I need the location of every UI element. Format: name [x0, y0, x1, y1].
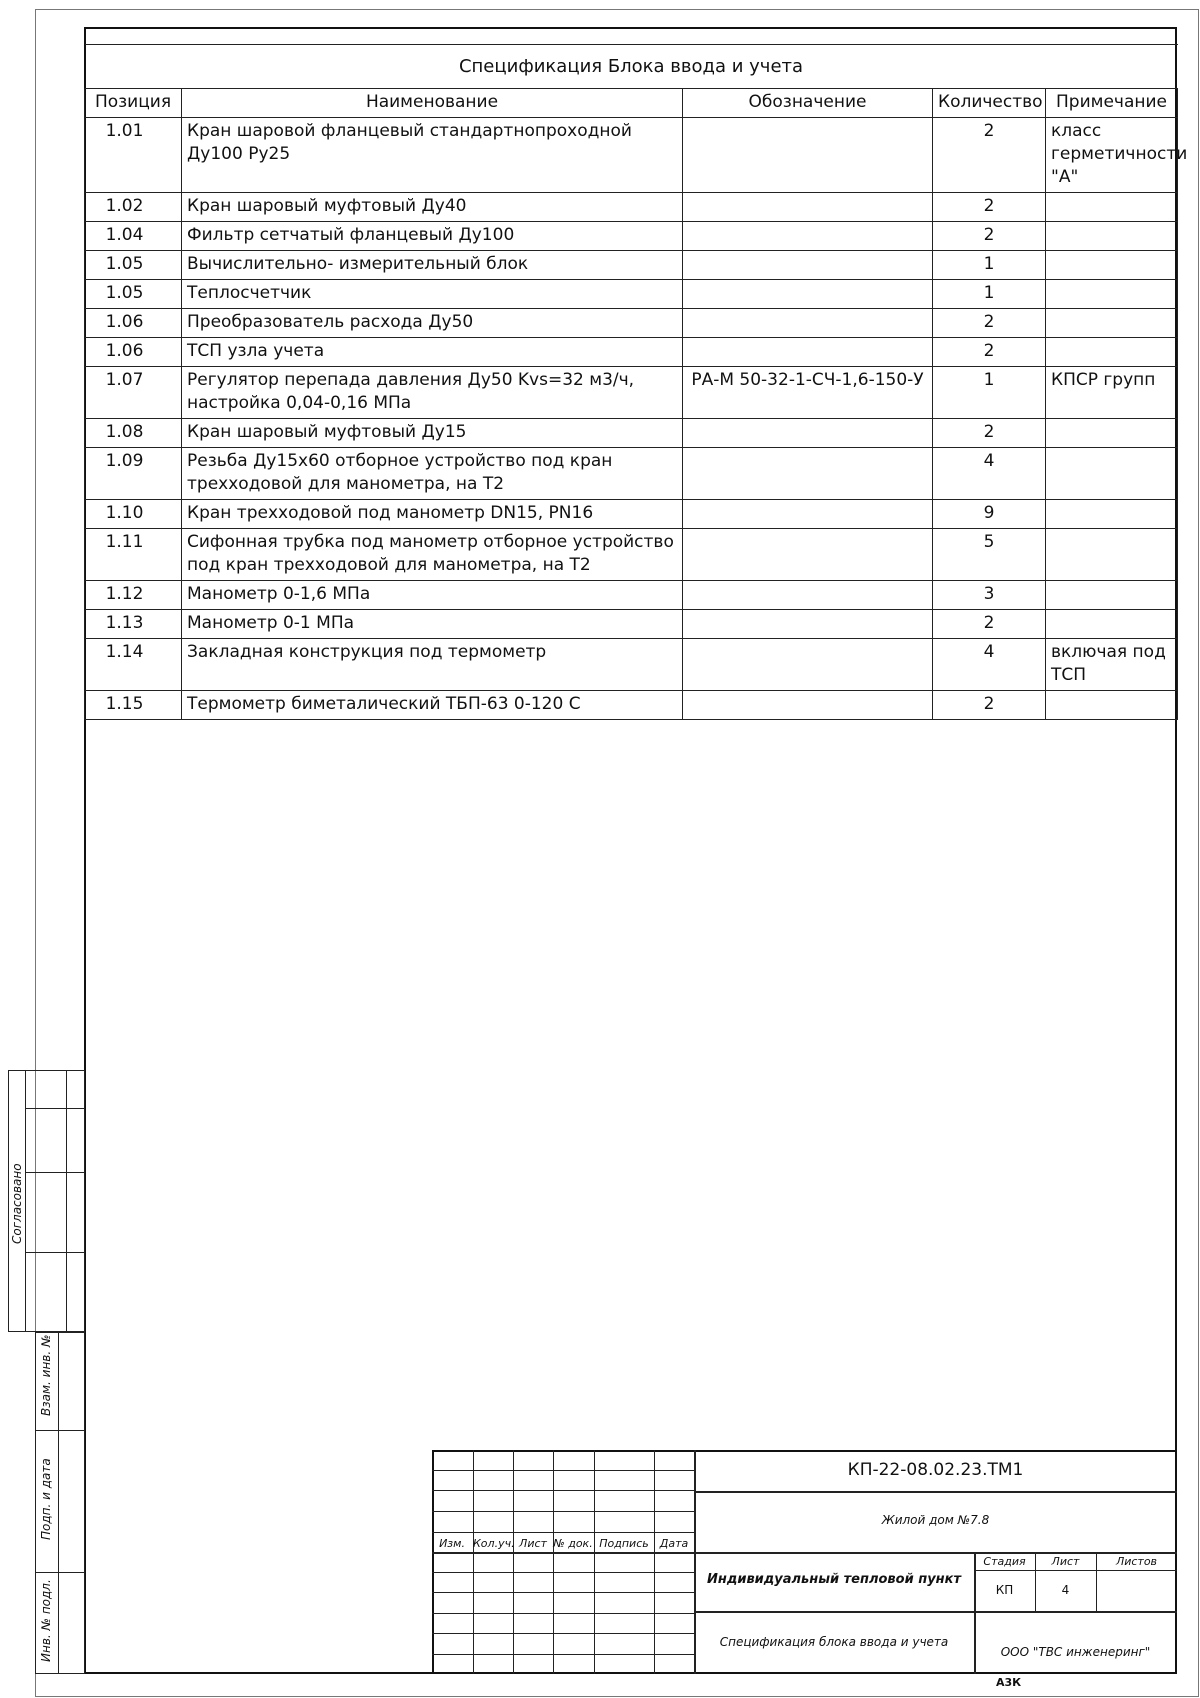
table-row	[85, 280, 1178, 309]
designation-cell	[683, 280, 933, 309]
name-cell: Фильтр сетчатый фланцевый Ду100	[182, 222, 683, 251]
quantity-cell: 9	[933, 500, 1046, 529]
position-cell: 1.05	[85, 280, 182, 309]
title-block-divider	[974, 1611, 1177, 1612]
approval-label: Согласовано	[10, 1163, 24, 1244]
table-row	[85, 419, 1178, 448]
note-cell	[1046, 280, 1178, 309]
table-row	[85, 581, 1178, 610]
table-row	[85, 367, 1178, 419]
header-quantity: Количество	[933, 89, 1046, 118]
col-list: Лист	[519, 1537, 547, 1550]
designation-cell	[683, 251, 933, 280]
name-cell: Термометр биметалический ТБП-63 0-120 С	[182, 691, 683, 720]
designation-cell	[683, 338, 933, 367]
note-cell	[1046, 193, 1178, 222]
position-cell: 1.04	[85, 222, 182, 251]
approval-divider	[25, 1252, 85, 1253]
designation-cell	[683, 610, 933, 639]
revision-grid-row	[432, 1470, 694, 1471]
inventory-stamp-divider	[35, 1572, 85, 1573]
approval-divider	[25, 1108, 85, 1109]
revision-grid-row	[432, 1511, 694, 1512]
quantity-cell: 2	[933, 193, 1046, 222]
col-doc-no: № док.	[553, 1537, 593, 1550]
position-cell: 1.05	[85, 251, 182, 280]
quantity-cell: 4	[933, 448, 1046, 500]
table-row	[85, 529, 1178, 581]
table-row	[85, 500, 1178, 529]
quantity-cell: 2	[933, 222, 1046, 251]
sheet-label: Лист	[1051, 1555, 1080, 1568]
approval-divider	[25, 1070, 26, 1332]
name-cell: Вычислительно- измерительный блок	[182, 251, 683, 280]
revision-grid-column	[594, 1450, 595, 1674]
table-caption-row	[85, 45, 1178, 89]
name-cell: ТСП узла учета	[182, 338, 683, 367]
name-cell: Манометр 0-1,6 МПа	[182, 581, 683, 610]
title-block-divider	[974, 1570, 1177, 1571]
note-cell	[1046, 338, 1178, 367]
name-cell: Кран шаровый муфтовый Ду40	[182, 193, 683, 222]
table-row	[85, 338, 1178, 367]
col-date: Дата	[659, 1537, 689, 1550]
name-cell: Теплосчетчик	[182, 280, 683, 309]
name-cell: Резьба Ду15х60 отборное устройство под кран трехходовой для манометра, на Т2	[182, 448, 683, 500]
note-cell	[1046, 500, 1178, 529]
title-block-divider	[694, 1491, 1177, 1493]
note-cell	[1046, 251, 1178, 280]
position-cell: 1.08	[85, 419, 182, 448]
header-name: Наименование	[182, 89, 683, 118]
table-row	[85, 448, 1178, 500]
revision-grid-column	[553, 1450, 554, 1674]
position-cell: 1.12	[85, 581, 182, 610]
header-position: Позиция	[85, 89, 182, 118]
designation-cell	[683, 419, 933, 448]
stage-value: КП	[995, 1583, 1014, 1597]
position-cell: 1.06	[85, 309, 182, 338]
position-cell: 1.10	[85, 500, 182, 529]
header-note: Примечание	[1046, 89, 1178, 118]
name-cell: Манометр 0-1 МПа	[182, 610, 683, 639]
col-kol-uch: Кол.уч.	[473, 1537, 515, 1550]
stage-label: Стадия	[983, 1555, 1026, 1568]
position-cell: 1.14	[85, 639, 182, 691]
position-cell: 1.07	[85, 367, 182, 419]
revision-grid-row	[432, 1654, 694, 1655]
sheet-format: А3К	[996, 1676, 1022, 1689]
revision-grid-row	[432, 1532, 694, 1533]
signature-date-label: Подп. и дата	[39, 1458, 53, 1540]
revision-grid-row	[432, 1633, 694, 1634]
note-cell	[1046, 309, 1178, 338]
table-row	[85, 222, 1178, 251]
quantity-cell: 2	[933, 309, 1046, 338]
inventory-stamp-divider	[35, 1430, 85, 1431]
position-cell: 1.15	[85, 691, 182, 720]
quantity-cell: 4	[933, 639, 1046, 691]
revision-grid-row	[432, 1572, 694, 1573]
note-cell: КПСР групп	[1046, 367, 1178, 419]
quantity-cell: 5	[933, 529, 1046, 581]
note-cell: включая под ТСП	[1046, 639, 1178, 691]
header-designation: Обозначение	[683, 89, 933, 118]
title-block-divider	[432, 1552, 1177, 1554]
note-cell	[1046, 222, 1178, 251]
note-cell	[1046, 448, 1178, 500]
table-row	[85, 639, 1178, 691]
table-row	[85, 193, 1178, 222]
table-row	[85, 251, 1178, 280]
company-name: ООО "ТВС инженеринг"	[1000, 1645, 1151, 1659]
position-cell: 1.09	[85, 448, 182, 500]
designation-cell	[683, 500, 933, 529]
table-row	[85, 309, 1178, 338]
name-cell: Закладная конструкция под термометр	[182, 639, 683, 691]
designation-cell	[683, 529, 933, 581]
sheet-value: 4	[1061, 1583, 1070, 1597]
system-name: Индивидуальный тепловой пункт	[706, 1572, 962, 1587]
note-cell	[1046, 691, 1178, 720]
quantity-cell: 2	[933, 338, 1046, 367]
quantity-cell: 2	[933, 610, 1046, 639]
name-cell: Сифонная трубка под манометр отборное устройство под кран трехходовой для манометра, на Т2	[182, 529, 683, 581]
quantity-cell: 1	[933, 367, 1046, 419]
designation-cell	[683, 448, 933, 500]
name-cell: Регулятор перепада давления Ду50 Kvs=32 м3/ч, настройка 0,04-0,16 МПа	[182, 367, 683, 419]
revision-grid-row	[432, 1490, 694, 1491]
sheets-label: Листов	[1115, 1555, 1158, 1568]
designation-cell	[683, 118, 933, 193]
replacement-inv-label: Взам. инв. №	[39, 1334, 53, 1416]
position-cell: 1.06	[85, 338, 182, 367]
table-row	[85, 691, 1178, 720]
note-cell	[1046, 529, 1178, 581]
table-row	[85, 610, 1178, 639]
quantity-cell: 1	[933, 280, 1046, 309]
designation-cell	[683, 309, 933, 338]
revision-grid-column	[513, 1450, 514, 1674]
position-cell: 1.02	[85, 193, 182, 222]
specification-table	[84, 44, 1188, 720]
sheet-title: Спецификация блока ввода и учета	[719, 1635, 949, 1649]
quantity-cell: 2	[933, 419, 1046, 448]
object-name: Жилой дом №7.8	[881, 1513, 990, 1527]
approval-divider	[66, 1070, 67, 1332]
designation-cell	[683, 639, 933, 691]
revision-grid-row	[432, 1592, 694, 1593]
quantity-cell: 2	[933, 691, 1046, 720]
designation-cell	[683, 193, 933, 222]
designation-cell	[683, 691, 933, 720]
note-cell: класс герметичности "А"	[1046, 118, 1178, 193]
name-cell: Кран шаровой фланцевый стандартнопроходной Ду100 Ру25	[182, 118, 683, 193]
table-caption: Спецификация Блока ввода и учета	[85, 45, 1178, 89]
name-cell: Преобразователь расхода Ду50	[182, 309, 683, 338]
revision-grid-column	[473, 1450, 474, 1674]
quantity-cell: 1	[933, 251, 1046, 280]
name-cell: Кран шаровый муфтовый Ду15	[182, 419, 683, 448]
document-code: КП-22-08.02.23.ТМ1	[847, 1460, 1024, 1480]
quantity-cell: 3	[933, 581, 1046, 610]
quantity-cell: 2	[933, 118, 1046, 193]
note-cell	[1046, 610, 1178, 639]
approval-divider	[25, 1172, 85, 1173]
revision-grid-row	[432, 1613, 694, 1614]
revision-grid-column	[654, 1450, 655, 1674]
original-inv-label: Инв. № подл.	[39, 1579, 53, 1662]
designation-cell: РА-М 50-32-1-СЧ-1,6-150-У	[683, 367, 933, 419]
position-cell: 1.01	[85, 118, 182, 193]
designation-cell	[683, 581, 933, 610]
table-header-row	[85, 89, 1178, 118]
col-signature: Подпись	[599, 1537, 649, 1550]
designation-cell	[683, 222, 933, 251]
note-cell	[1046, 419, 1178, 448]
inventory-stamp-divider	[58, 1332, 59, 1674]
col-izm: Изм.	[439, 1537, 465, 1550]
note-cell	[1046, 581, 1178, 610]
position-cell: 1.11	[85, 529, 182, 581]
name-cell: Кран трехходовой под манометр DN15, PN16	[182, 500, 683, 529]
table-row	[85, 118, 1178, 193]
position-cell: 1.13	[85, 610, 182, 639]
